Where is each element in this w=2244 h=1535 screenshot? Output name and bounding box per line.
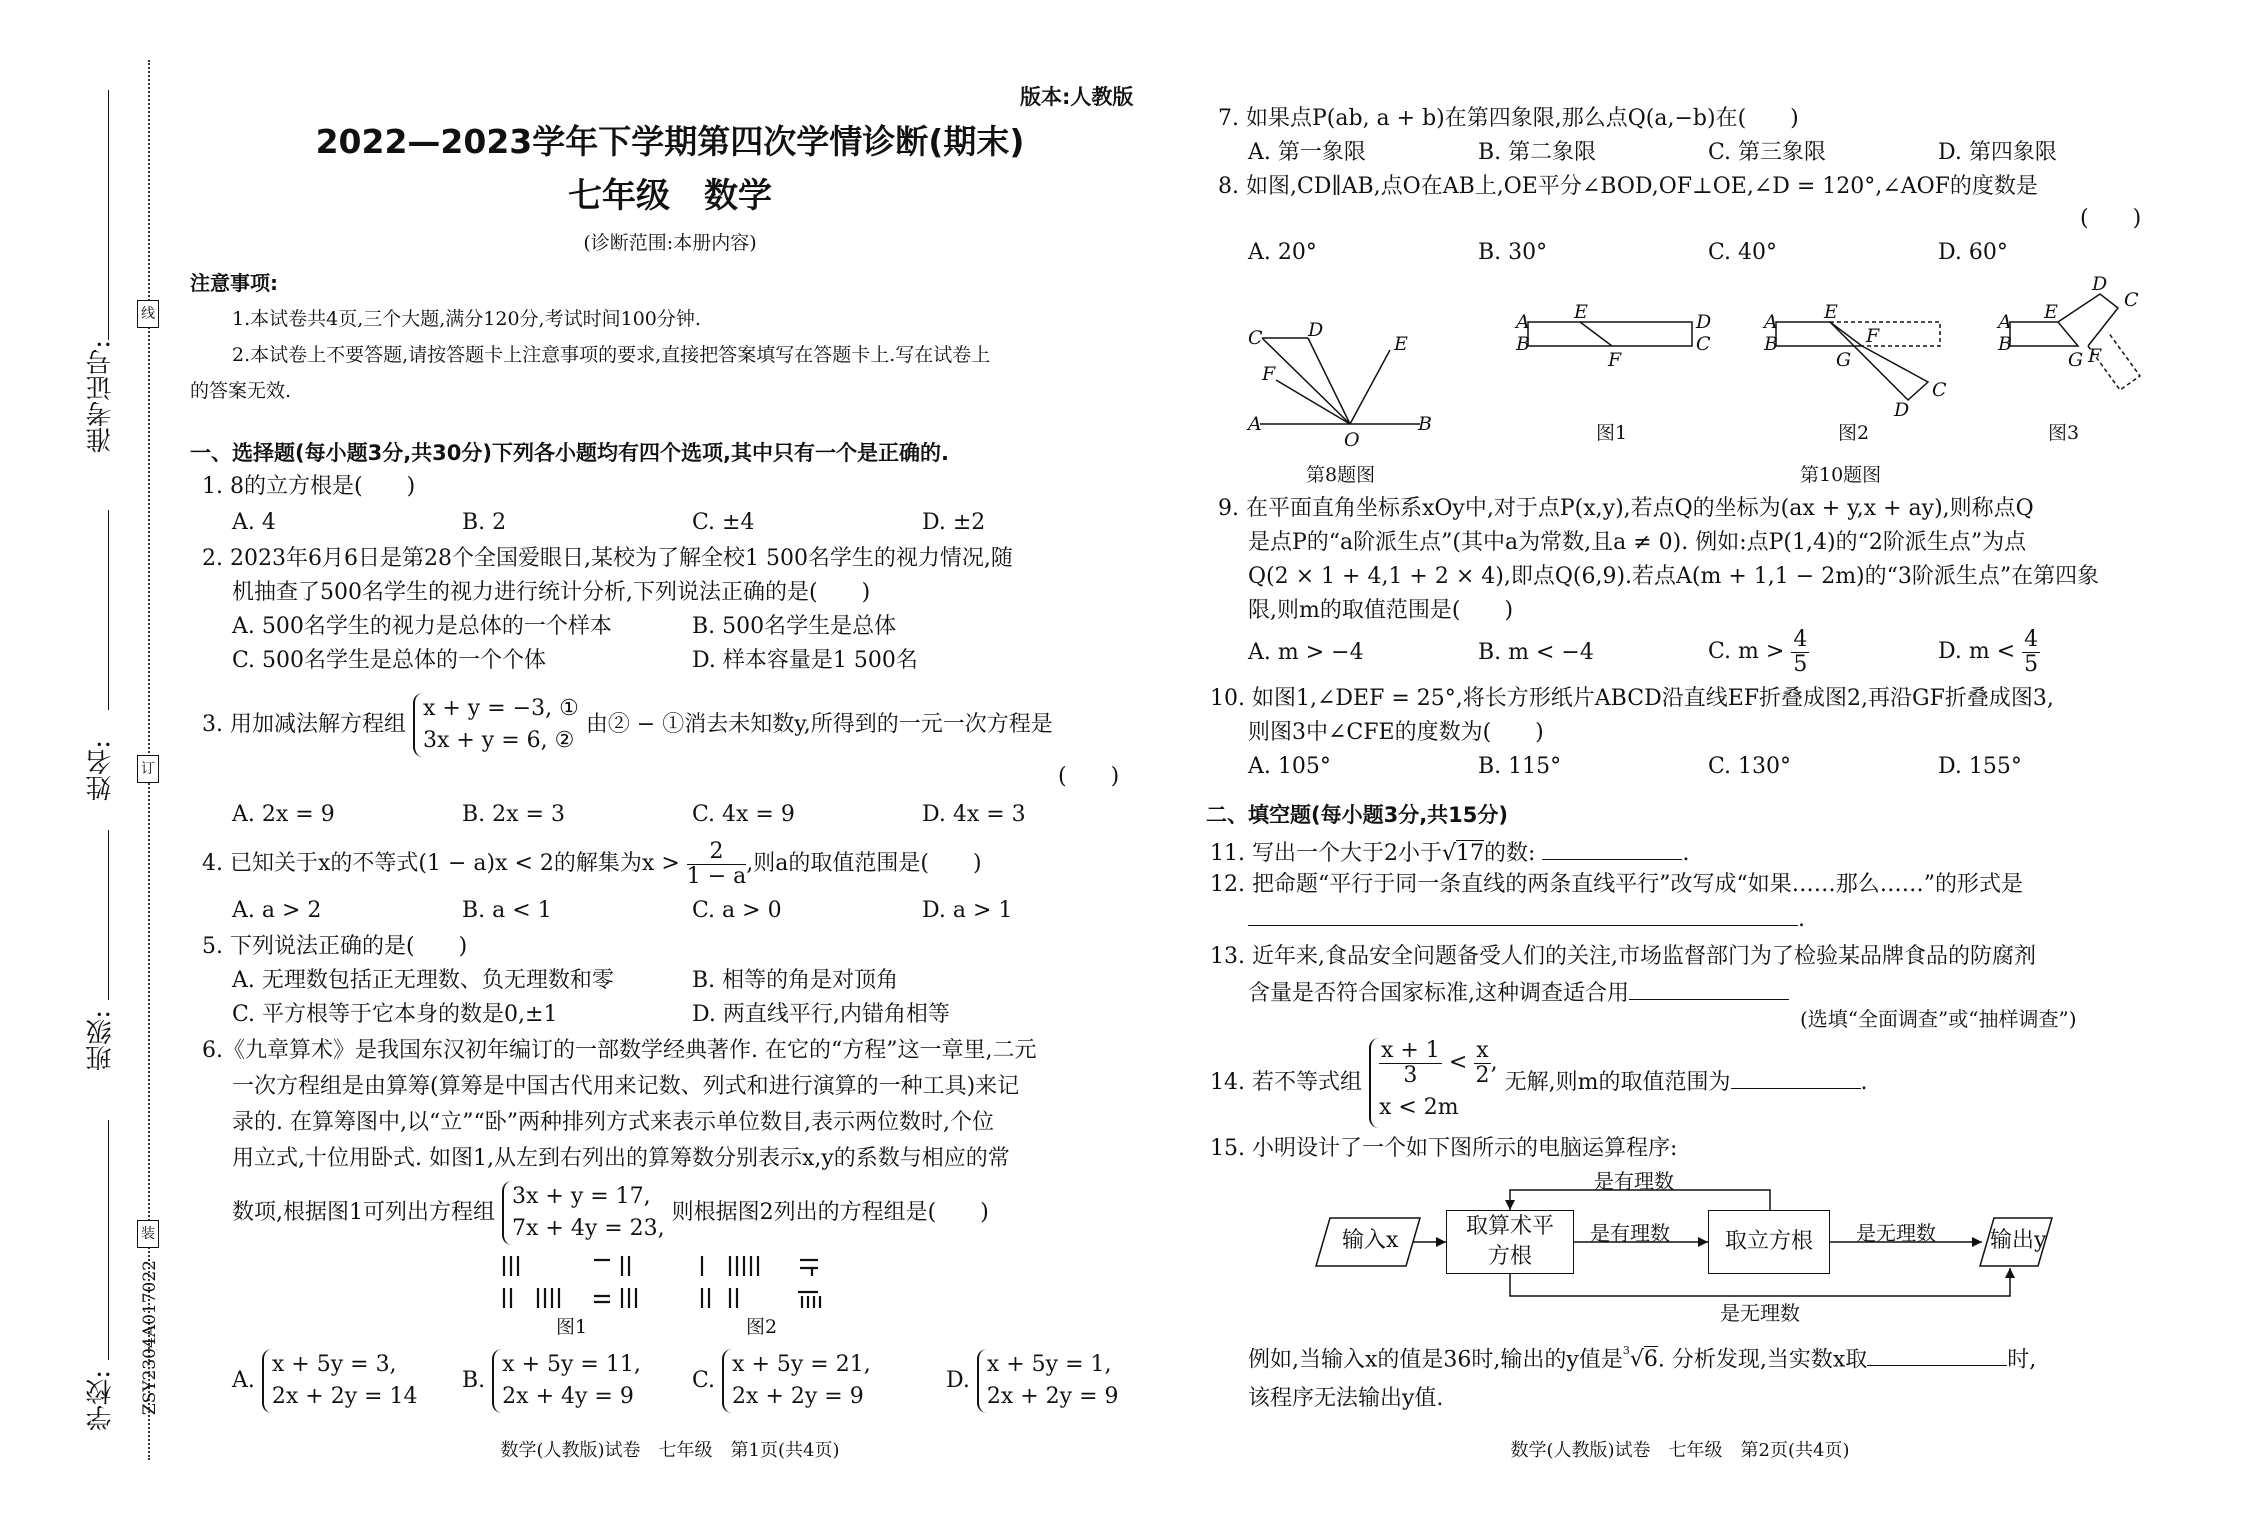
notice-line-1: 1.本试卷共4页,三个大题,满分120分,考试时间100分钟. [232,308,701,330]
q5-option-a[interactable]: A. 无理数包括正无理数、负无理数和零 [232,968,614,993]
rod-2f [798,1292,820,1308]
page-title: 2022—2023学年下学期第四次学情诊断(期末) [315,122,1025,161]
q8-paren: ( ) [2080,206,2142,231]
sqrt-symbol: √ [1441,841,1457,866]
q9-line-3: Q(2 × 1 + 4,1 + 2 × 4),即点Q(6,9).若点A(m + 1,1 − 2m)的“3阶派生点”在第四象 [1248,564,2100,589]
flow-box-cbrt: 取立方根 [1708,1210,1830,1274]
q8-option-b[interactable]: B. 30° [1478,240,1548,265]
flow-label-rational: 是有理数 [1590,1221,1670,1245]
q6-option-c[interactable]: C. x + 5y = 21, 2x + 2y = 9 [692,1346,871,1416]
rod-1d [538,1288,559,1308]
rod-2e [730,1288,737,1308]
page-subtitle: 七年级 数学 [568,176,772,216]
q10-figure-2 [1776,322,1940,400]
q4-den: 1 − a [686,863,747,889]
q15-line-2: 例如,当输入x的值是36时,输出的y值是$^3$√6. 分析发现,当实数x取 时, [1248,1344,2037,1373]
q4-fraction [687,840,747,889]
geometry-figures [1240,270,2160,450]
q4-option-d[interactable]: D. a > 1 [922,898,1013,923]
q1-option-b[interactable]: B. 2 [462,510,507,535]
svg-text:F: F [1866,325,1880,347]
q9-line-2: 是点P的“a阶派生点”(其中a为常数,且a ≠ 0). 例如:点P(1,4)的“2阶派生点”为点 [1248,530,2027,555]
q4-num: 2 [687,840,747,865]
q3-eq1: x + y = −3, ① [422,696,579,721]
svg-text:C: C [2124,289,2139,311]
q8-option-a[interactable]: A. 20° [1248,240,1317,265]
binding-mark-bind: 订 [137,755,159,783]
q1-stem: 1. 8的立方根是( ) [202,474,416,499]
q11-radicand: 17 [1456,841,1485,866]
q3-eq2: 3x + y = 6, ② [422,728,575,753]
notice-line-2: 2.本试卷上不要答题,请按答题卡上注意事项的要求,直接把答案填写在答题卡上.写在试卷上 [232,344,991,366]
svg-text:B: B [1418,413,1432,435]
svg-text:G: G [1836,349,1852,371]
svg-text:B: B [1516,333,1530,355]
rod-2b [730,1256,758,1276]
q2-line-1: 2. 2023年6月6日是第28个全国爱眼日,某校为了解全校1 500名学生的视力情况,随 [202,546,1013,571]
svg-text:C: C [1932,379,1947,401]
flow-box-sqrt: 取算术平方根 [1446,1210,1574,1274]
svg-text:O: O [1344,429,1360,450]
svg-text:D: D [1308,319,1324,341]
q10-line-1: 10. 如图1,∠DEF = 25°,将长方形纸片ABCD沿直线EF折叠成图2,再沿GF折叠成图3, [1210,686,2054,711]
q1-option-a[interactable]: A. 4 [232,510,276,535]
binding-fill-line-4 [108,1120,109,1360]
q4-stem [202,836,982,892]
rod-1e [594,1288,636,1308]
svg-text:A: A [1764,311,1778,333]
q14-system: $\frac{x + 1}{3}$ < $\frac{x}{2}$ , x < 2m [1369,1038,1498,1128]
q6-line-5 [232,1178,989,1248]
section1-heading: 一、选择题(每小题3分,共30分)下列各小题均有四个选项,其中只有一个是正确的. [190,441,949,465]
q10-option-a[interactable]: A. 105° [1248,754,1331,779]
q3-post: 由② − ①消去未知数y,所得到的一元一次方程是 [585,712,1053,737]
fig10-3-label: 图3 [2048,422,2080,444]
scope: (诊断范围:本册内容) [583,232,757,254]
q6-line-1: 6.《九章算术》是我国东汉初年编订的一部数学经典著作. 在它的“方程”这一章里,二元 [202,1038,1037,1063]
q10-option-b[interactable]: B. 115° [1478,754,1562,779]
q6-option-b[interactable]: B. x + 5y = 11, 2x + 4y = 9 [462,1346,641,1416]
q6-option-a[interactable]: A. x + 5y = 3, 2x + 2y = 14 [232,1346,418,1416]
svg-text:B: B [1764,333,1778,355]
notice-head: 注意事项: [190,271,278,295]
rod-1b [594,1256,629,1276]
q5-option-d[interactable]: D. 两直线平行,内错角相等 [692,1002,950,1027]
q9-option-c[interactable]: C. m > $\frac{4}{5}$ [1708,626,1808,677]
q7-option-b[interactable]: B. 第二象限 [1478,140,1597,165]
footer-left: 数学(人教版)试卷 七年级 第1页(共4页) [500,1440,840,1461]
svg-text:D: D [1696,311,1712,333]
svg-text:F: F [1262,363,1276,385]
q8-option-c[interactable]: C. 40° [1708,240,1778,265]
field-school: 学校: [86,1370,116,1431]
paper-code: ZSY2304A017022 [140,1260,160,1416]
q10-line-2: 则图3中∠CFE的度数为( ) [1248,720,1544,745]
svg-text:E: E [1824,301,1838,323]
q9-option-a[interactable]: A. m > −4 [1248,640,1364,665]
q9-option-b[interactable]: B. m < −4 [1478,640,1594,665]
q3-option-b[interactable]: B. 2x = 3 [462,802,565,827]
rod-2d [702,1288,709,1308]
q5-stem: 5. 下列说法正确的是( ) [202,934,468,959]
q14-stem: 14. 若不等式组 $\frac{x + 1}{3}$ < $\frac{x}{2}$ , x < 2m 无解,则m的取值范围为 . [1210,1038,1868,1128]
q6-line-2: 一次方程组是由算筹(算筹是中国古代用来记数、列式和进行演算的一种工具)来记 [232,1074,1020,1099]
svg-text:D: D [2092,273,2108,295]
q14-answer-blank[interactable] [1731,1065,1861,1089]
q10-figure-1 [1528,322,1692,346]
q6-counting-rods-figure [490,1250,870,1316]
q3-option-a[interactable]: A. 2x = 9 [232,802,335,827]
q2-option-c[interactable]: C. 500名学生是总体的一个个体 [232,648,547,673]
q6-post: 则根据图2列出的方程组是( ) [671,1200,989,1225]
q1-option-c[interactable]: C. ±4 [692,510,755,535]
footer-right: 数学(人教版)试卷 七年级 第2页(共4页) [1510,1440,1850,1461]
q6-eq1: 3x + y = 17, [512,1184,651,1209]
q8-option-d[interactable]: D. 60° [1938,240,2008,265]
binding-fill-line-2 [108,510,109,710]
q7-option-a[interactable]: A. 第一象限 [1248,140,1366,165]
binding-mark-line: 线 [137,300,159,328]
svg-text:E: E [1394,333,1408,355]
flow-label-irrational-bottom: 是无理数 [1720,1301,1800,1325]
edition-label: 版本:人教版 [1020,85,1134,109]
binding-mark-install: 装 [137,1220,159,1248]
field-name: 姓名: [86,740,116,801]
q6-fig2-label: 图2 [746,1316,778,1338]
svg-text:E: E [2044,301,2058,323]
q6-line-4: 用立式,十位用卧式. 如图1,从左到右列出的算筹数分别表示x,y的系数与相应的常 [232,1146,1010,1171]
q3-pre: 3. 用加减法解方程组 [202,712,406,737]
q7-option-d[interactable]: D. 第四象限 [1938,140,2057,165]
svg-text:A: A [1998,311,2012,333]
q10-option-c[interactable]: C. 130° [1708,754,1792,779]
q15-flowchart-lines [1310,1170,2070,1330]
q15-stem: 15. 小明设计了一个如下图所示的电脑运算程序: [1210,1136,1678,1161]
flow-label-irrational-right: 是无理数 [1856,1221,1936,1245]
q4-option-c[interactable]: C. a > 0 [692,898,782,923]
q4-option-a[interactable]: A. a > 2 [232,898,322,923]
svg-text:E: E [1574,301,1588,323]
svg-text:A: A [1248,413,1262,435]
field-class: 班级: [86,1010,116,1071]
fig8-caption: 第8题图 [1306,464,1376,486]
svg-text:C: C [1248,327,1263,349]
flow-label-loop: 是有理数 [1594,1169,1674,1193]
q7-option-c[interactable]: C. 第三象限 [1708,140,1827,165]
svg-text:C: C [1696,333,1711,355]
q12-answer-line[interactable]: . [1248,902,1805,935]
rod-1a [504,1256,518,1276]
q2-line-2: 机抽查了500名学生的视力进行统计分析,下列说法正确的是( ) [232,580,871,605]
field-exam-id: 准考证号: [86,340,116,453]
q6-system [502,1181,665,1245]
q2-option-d[interactable]: D. 样本容量是1 500名 [692,648,918,673]
q7-stem: 7. 如果点P(ab, a + b)在第四象限,那么点Q(a,−b)在( ) [1218,106,1799,131]
q9-line-4: 限,则m的取值范围是( ) [1248,598,1514,623]
q9-option-d[interactable]: D. m < $\frac{4}{5}$ [1938,626,2039,677]
svg-text:D: D [1894,399,1910,421]
q15-answer-blank[interactable] [1867,1342,2007,1366]
q4-post: ,则a的取值范围是( ) [746,851,982,876]
q13-answer-blank[interactable] [1629,976,1789,1000]
q3-paren: ( ) [1058,764,1120,789]
q12-line-1: 12. 把命题“平行于同一条直线的两条直线平行”改写成“如果……那么……”的形式是 [1210,872,2023,897]
svg-text:F: F [2088,345,2102,367]
binding-fill-line-1 [108,90,109,340]
q3-option-c[interactable]: C. 4x = 9 [692,802,795,827]
svg-text:A: A [1516,311,1530,333]
q1-option-d[interactable]: D. ±2 [922,510,986,535]
flow-input: 输入x [1342,1228,1399,1253]
binding-fill-line-3 [108,830,109,1000]
fig10-caption: 第10题图 [1800,464,1882,486]
q5-option-c[interactable]: C. 平方根等于它本身的数是0,±1 [232,1002,558,1027]
q3-system [413,693,579,757]
q4-option-b[interactable]: B. a < 1 [462,898,552,923]
q10-figure-3 [2010,294,2140,390]
q13-hint: (选填“全面调查”或“抽样调查”) [1800,1007,2077,1031]
fig10-1-label: 图1 [1596,422,1628,444]
q2-option-b[interactable]: B. 500名学生是总体 [692,614,897,639]
q11-answer-blank[interactable] [1542,836,1682,860]
q8-stem: 8. 如图,CD∥AB,点O在AB上,OE平分∠BOD,OF⊥OE,∠D = 120°,∠AOF的度数是 [1218,174,2038,199]
q15-line-3: 该程序无法输出y值. [1248,1386,1444,1411]
rod-2c [800,1260,818,1276]
fig10-2-label: 图2 [1838,422,1870,444]
q3-option-d[interactable]: D. 4x = 3 [922,802,1026,827]
rod-1c [504,1288,511,1308]
q9-line-1: 9. 在平面直角坐标系xOy中,对于点P(x,y),若点Q的坐标为(ax + y,x + ay),则称点Q [1218,496,2034,521]
q13-line-2: 含量是否符合国家标准,这种调查适合用 [1248,976,1789,1009]
q10-option-d[interactable]: D. 155° [1938,754,2022,779]
q5-option-b[interactable]: B. 相等的角是对顶角 [692,968,899,993]
q11-stem: 11. 写出一个大于2小于√17的数: . [1210,836,1689,869]
q6-pre: 数项,根据图1可列出方程组 [232,1200,495,1225]
svg-text:B: B [1998,333,2012,355]
section2-heading: 二、填空题(每小题3分,共15分) [1206,803,1509,827]
q4-pre: 4. 已知关于x的不等式(1 − a)x < 2的解集为x > [202,851,680,876]
flow-output: 输出y [1990,1228,2047,1253]
cube-root: $^3$√6 [1622,1344,1658,1373]
notice-line-3: 的答案无效. [190,380,292,402]
q6-fig1-label: 图1 [556,1316,588,1338]
q6-line-3: 录的. 在算筹图中,以“立”“卧”两种排列方式来表示单位数目,表示两位数时,个位 [232,1110,994,1135]
q2-option-a[interactable]: A. 500名学生的视力是总体的一个样本 [232,614,612,639]
q6-eq2: 7x + 4y = 23, [512,1216,665,1241]
q3-stem [202,690,1053,760]
q6-option-d[interactable]: D. x + 5y = 1, 2x + 2y = 9 [946,1346,1119,1416]
svg-text:F: F [1608,349,1622,371]
svg-text:G: G [2068,349,2084,371]
q13-line-1: 13. 近年来,食品安全问题备受人们的关注,市场监督部门为了检验某品牌食品的防腐剂 [1210,944,2036,969]
